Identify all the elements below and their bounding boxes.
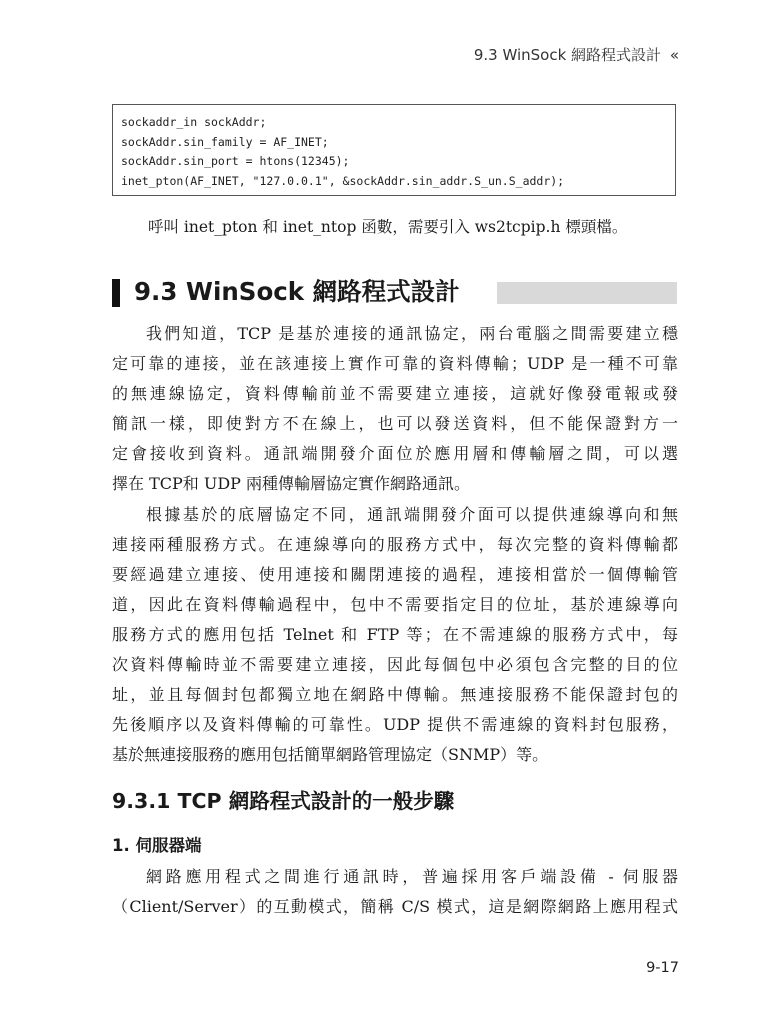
running-header (474, 44, 679, 65)
paragraph-line: 定會接收到資料。通訊端開發介面位於應用層和傳輸層之間，可以選 (112, 444, 678, 463)
paragraph-line: 定可靠的連接，並在該連接上實作可靠的資料傳輸；UDP 是一種不可靠 (112, 354, 678, 373)
paragraph-line: 道，因此在資料傳輸過程中，包中不需要指定目的位址，基於連線導向 (112, 595, 678, 614)
paragraph-line: 我們知道，TCP 是基於連接的通訊協定，兩台電腦之間需要建立穩 (146, 324, 678, 343)
include-note: 呼叫 inet_pton 和 inet_ntop 函數，需要引入 ws2tcpip.h 標頭檔。 (148, 218, 628, 236)
code-line: inet_pton(AF_INET, "127.0.0.1", &sockAddr.sin_addr.S_un.S_addr); (121, 173, 565, 188)
subsubsection-title: 1. 伺服器端 (112, 836, 202, 855)
paragraph-line: 次資料傳輸時並不需要建立連接，因此每個包中必須包含完整的目的位 (112, 655, 678, 674)
paragraph-line: 簡訊一樣，即使對方不在線上，也可以發送資料，但不能保證對方一 (112, 414, 678, 433)
paragraph-client-server (112, 862, 678, 922)
code-line: sockAddr.sin_port = htons(12345); (121, 154, 350, 168)
paragraph-line: 的無連線協定，資料傳輸前並不需要建立連接，這就好像發電報或發 (112, 384, 678, 403)
double-chevron-icon: « (669, 46, 679, 64)
code-line: sockAddr.sin_family = AF_INET; (121, 134, 329, 149)
section-title: 9.3 WinSock 網路程式設計 (134, 277, 460, 306)
paragraph-tcp-udp (112, 319, 678, 499)
paragraph-line: 根據基於的底層協定不同，通訊端開發介面可以提供連線導向和無 (146, 505, 678, 524)
paragraph-line: 先後順序以及資料傳輸的可靠性。UDP 提供不需連線的資料封包服務， (112, 715, 678, 734)
page-number: 9-17 (646, 960, 679, 976)
paragraph-line: 址，並且每個封包都獨立地在網路中傳輸。無連接服務不能保證封包的 (112, 685, 678, 704)
paragraph-line: 要經過建立連接、使用連接和關閉連接的過程，連接相當於一個傳輸管 (112, 565, 678, 584)
paragraph-line: （Client/Server）的互動模式，簡稱 C/S 模式，這是網際網路上應用程式 (112, 897, 678, 916)
code-block (112, 104, 676, 196)
paragraph-line: 連接兩種服務方式。在連線導向的服務方式中，每次完整的資料傳輸都 (112, 535, 678, 554)
heading-shade-bar (497, 282, 677, 304)
paragraph-line: 網路應用程式之間進行通訊時，普遍採用客戶端設備 - 伺服器 (146, 867, 678, 886)
subsection-title: 9.3.1 TCP 網路程式設計的一般步驟 (112, 789, 455, 813)
running-header-title: 9.3 WinSock 網路程式設計 (473, 46, 662, 64)
paragraph-line: 服務方式的應用包括 Telnet 和 FTP 等；在不需連線的服務方式中，每 (112, 625, 678, 644)
paragraph-line: 擇在 TCP和 UDP 兩種傳輸層協定實作網路通訊。 (112, 474, 471, 493)
code-line: sockaddr_in sockAddr; (121, 115, 267, 129)
paragraph-service-modes (112, 500, 678, 770)
heading-bar-marker (112, 279, 120, 307)
section-heading (112, 276, 677, 308)
paragraph-line: 基於無連接服務的應用包括簡單網路管理協定（SNMP）等。 (112, 745, 549, 764)
